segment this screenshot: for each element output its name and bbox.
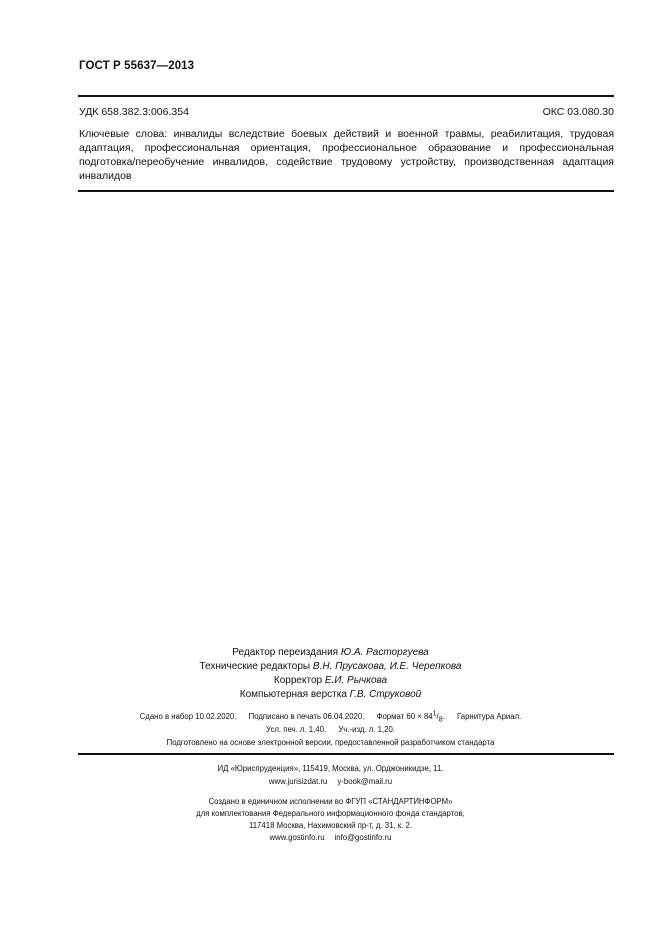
publisher-email[interactable]: y-book@mail.ru [337,776,393,786]
publication-row-1 [0,710,661,723]
keywords-divider [78,190,614,192]
printer-email[interactable]: info@gostinfo.ru [334,833,392,842]
paper-format: Формат 60 × 841/8. [376,710,445,724]
tech-editors-line: Технические редакторы В.Н. Прусакова, И.Е. Черепкова [199,661,462,672]
editor-name: Ю.А. Расторгуева [340,647,429,658]
bottom-divider [78,753,614,755]
printer-website[interactable]: www.gostinfo.ru [269,833,325,842]
udc-code: УДК 658.382.3:006.354 [79,106,189,118]
document-code: ГОСТ Р 55637—2013 [79,60,195,72]
printer-block [0,796,661,844]
corrector-name: Е.И. Рычкова [324,675,388,686]
oks-code: ОКС 03.080.30 [542,106,614,118]
publisher-address: ИД «Юриспруденция», 115419, Москва, ул. Орджоникидзе, 11. [217,764,444,773]
printer-contacts [0,832,661,844]
keywords-paragraph: Ключевые слова: инвалиды вследствие боевых действий и военной травмы, реабилитация, трудовая адаптация, профессиональная ориентация, профессиональное образование и профессиональная подготовка/переобучение инвалидов, содействие трудовому устройству, производственная адаптация инвалидов [79,128,614,182]
signed-date: Подписано в печать 06.04.2020. [248,712,365,721]
layout-line: Компьютерная верстка Г.В. Струковой [239,689,422,700]
printer-line-1: Создано в единичном исполнении во ФГУП «СТАНДАРТИНФОРМ» [208,797,453,806]
layout-name: Г.В. Струковой [349,689,422,700]
printer-line-2: для комплектования Федерального информационного фонда стандартов, [196,809,465,818]
tech-editors-names: В.Н. Прусакова, И.Е. Черепкова [312,661,462,672]
publication-details [0,710,661,736]
top-divider [78,95,614,97]
publisher-sheets: Уч.-изд. л. 1,20. [338,725,395,734]
print-sheets: Усл. печ. л. 1,40. [266,725,327,734]
corrector-line: Корректор Е.И. Рычкова [273,675,388,686]
publisher-contacts [0,776,661,789]
submitted-date: Сдано в набор 10.02.2020. [139,712,237,721]
font-info: Гарнитура Ариал. [456,712,522,721]
credits-block [0,646,661,702]
prepared-note: Подготовлено на основе электронной версии, предоставленной разработчиком стандарта [166,738,495,747]
publication-row-2 [0,723,661,736]
publisher-block [0,763,661,788]
publisher-website[interactable]: www.jurisizdat.ru [268,776,328,786]
editor-line: Редактор переиздания Ю.А. Расторгуева [232,647,429,658]
printer-line-3: 117418 Москва, Нахимовский пр-т, д. 31, к. 2. [248,821,413,830]
